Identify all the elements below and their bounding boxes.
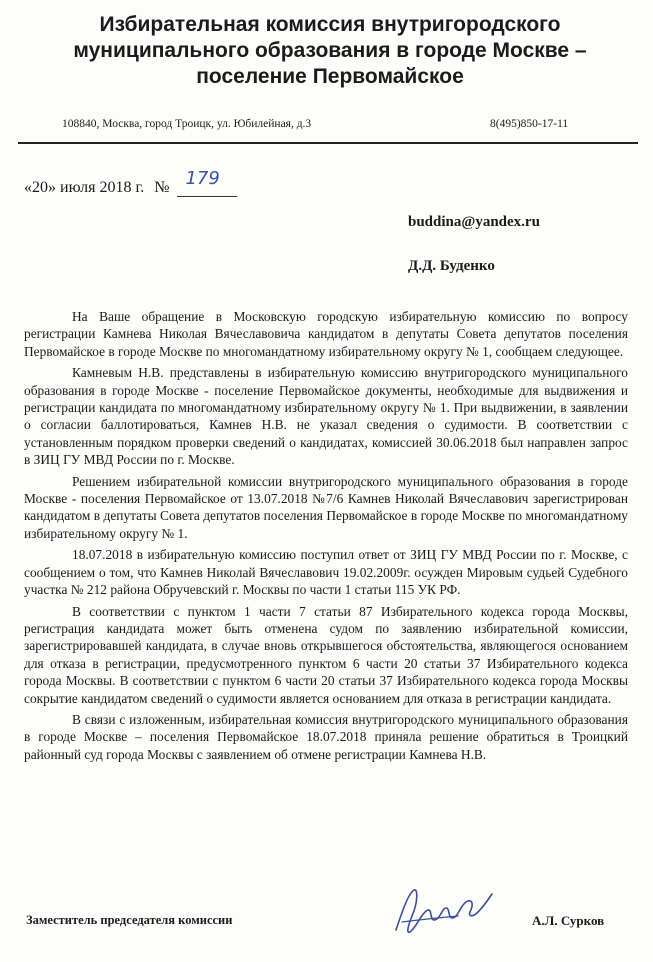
outgoing-number-label: № — [154, 179, 170, 196]
letterhead-title-line-2: муниципального образования в городе Москве – — [73, 39, 587, 62]
signatory-name: А.Л. Сурков — [532, 913, 605, 928]
body-paragraph-5: В соответствии с пунктом 1 части 7 статьи 87 Избирательного кодекса города Москвы, регистрация кандидата может быть отменена судом по заявлению избирательной комиссии, зарегистрировавшей кандидата, в случае вновь открывшегося обстоятельства, являющегося основанием для отказа в регистрации, предусмотренного пунктом 6 части 20 статьи 37 Избирательного кодекса города Москвы. В соответствии с пунктом 6 части 20 статьи 37 Избирательного кодекса города Москвы сокрытие кандидатом сведений о судимости является основанием для отказа в регистрации кандидата. — [24, 603, 628, 706]
letterhead-title-line-3: поселение Первомайское — [196, 65, 464, 88]
body-paragraph-3: Решением избирательной комиссии внутригородского муниципального образования в городе Москве - поселения Первомайское от 13.07.2018 №7/6 Камнев Николай Вячеславович зарегистрирован кандидатом в депутаты Совета депутатов поселения Первомайское в городе Москве по многомандатному избирательному округу № 1. — [24, 473, 628, 541]
letterhead-phone: 8(495)850-17-11 — [490, 118, 569, 130]
outgoing-date: «20» июля 2018 г. — [24, 179, 145, 196]
outgoing-number-handwritten: 179 — [185, 168, 220, 189]
letterhead-divider — [18, 142, 638, 144]
recipient-name: Д.Д. Буденко — [408, 258, 495, 274]
outgoing-number-field — [177, 168, 237, 197]
signatory-position: Заместитель председателя комиссии — [26, 913, 233, 927]
body-paragraph-2: Камневым Н.В. представлены в избирательную комиссию внутригородского муниципального образования в городе Москве - поселение Первомайское документы, необходимые для выдвижения и регистрации кандидата по многомандатному избирательному округу № 1. При выдвижении, в заявлении о согласии баллотироваться, Камнев Н.В. не указал сведения о судимости. В соответствии с установленным порядком проверки сведений о кандидатах, комиссией 30.06.2018 был направлен запрос в ЗИЦ ГУ МВД России по г. Москве. — [24, 365, 628, 468]
recipient-email: buddina@yandex.ru — [408, 214, 540, 230]
letterhead-address: 108840, Москва, город Троицк, ул. Юбилейная, д.3 — [62, 118, 312, 130]
letter-body — [24, 308, 628, 767]
handwritten-signature — [388, 882, 498, 942]
body-paragraph-1: На Ваше обращение в Московскую городскую избирательную комиссию по вопросу регистрации Камнева Николая Вячеславовича кандидатом в депутаты Совета депутатов поселения Первомайское в городе Москве по многомандатному избирательному округу № 1, сообщаем следующее. — [24, 309, 628, 359]
letterhead-title — [40, 12, 620, 90]
body-paragraph-4: 18.07.2018 в избирательную комиссию поступил ответ от ЗИЦ ГУ МВД России по г. Москве, с сообщением о том, что Камнев Николай Вячеславович 19.02.2009г. осужден Мировым судьей Судебного участка № 212 района Обручевский г. Москвы по части 1 статьи 115 УК РФ. — [24, 547, 628, 598]
body-paragraph-6: В связи с изложенным, избирательная комиссия внутригородского муниципального образования в городе Москве – поселения Первомайское 18.07.2018 приняла решение обратиться в Троицкий районный суд города Москвы с заявлением об отмене регистрации Камнева Н.В. — [24, 711, 628, 762]
letterhead-title-line-1: Избирательная комиссия внутригородского — [99, 13, 561, 36]
outgoing-date-line — [24, 168, 237, 197]
